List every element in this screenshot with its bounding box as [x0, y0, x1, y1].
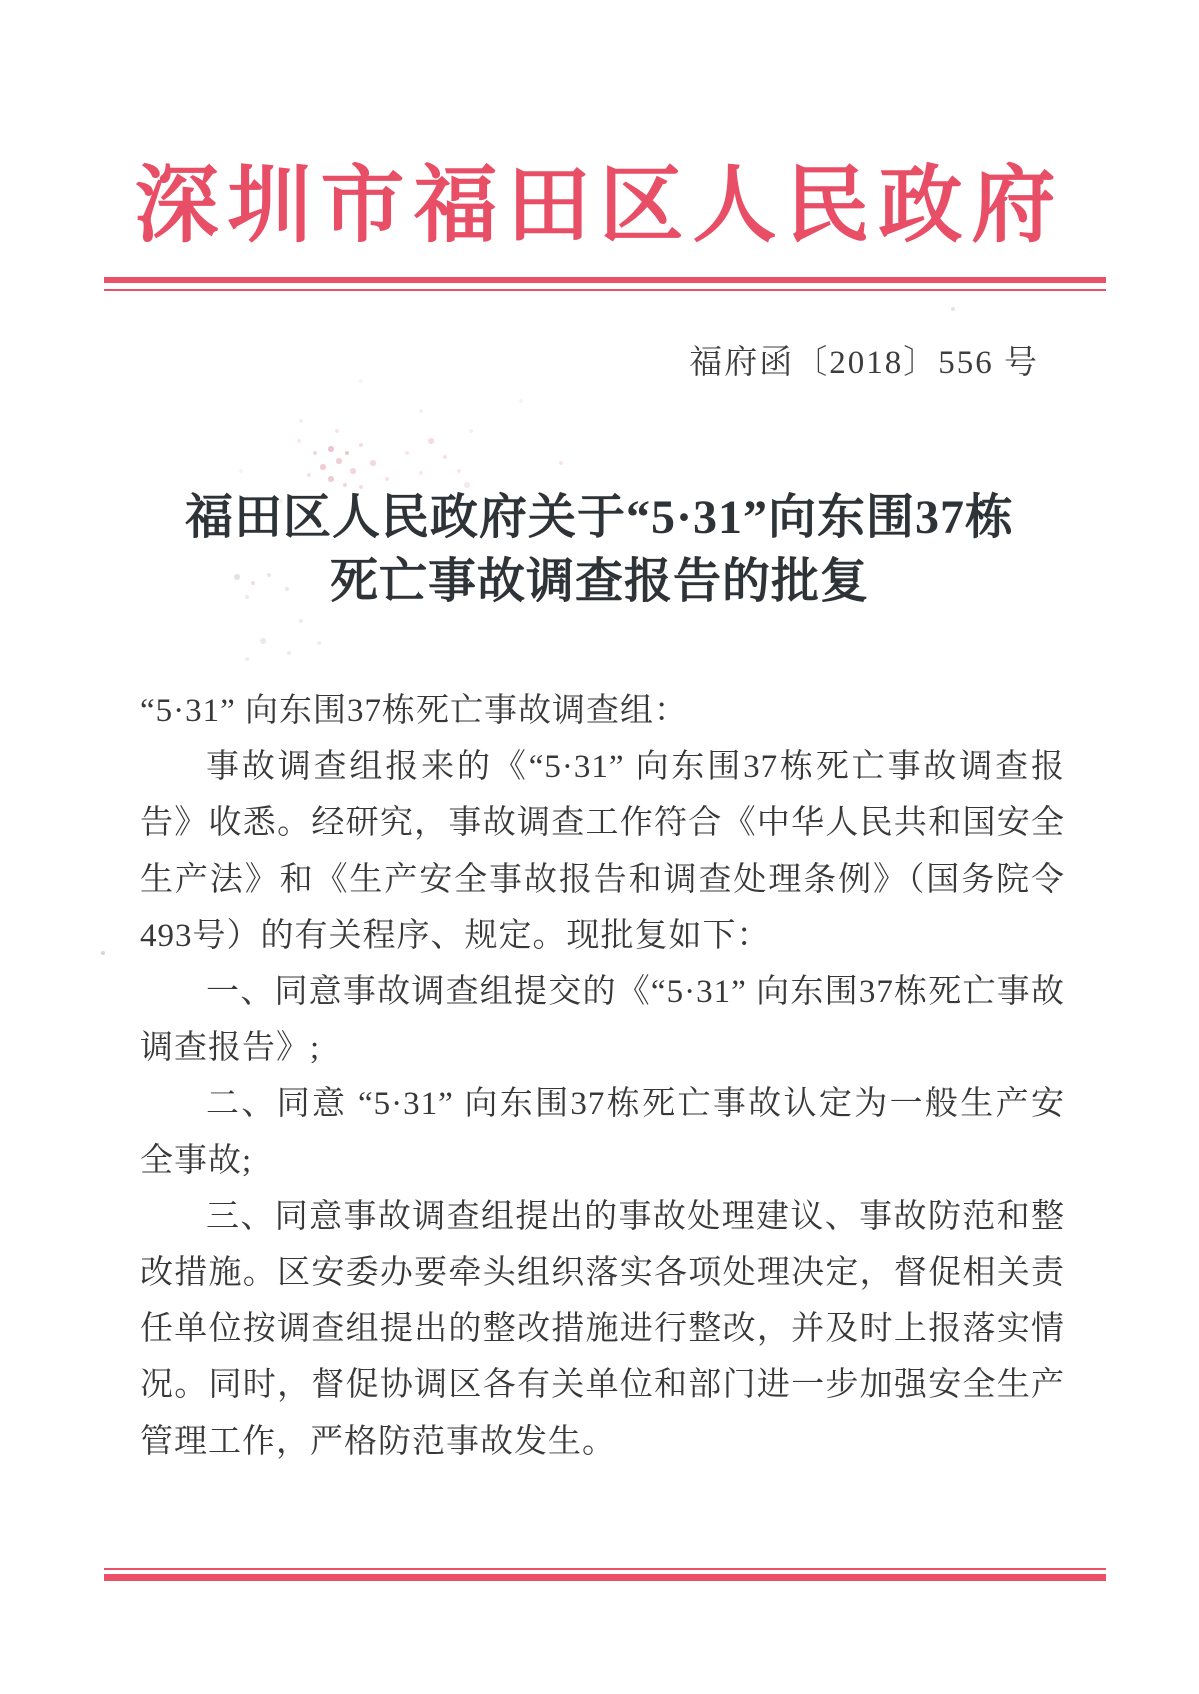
header-rule-thick — [104, 277, 1106, 283]
footer-rule-thick — [104, 1574, 1106, 1581]
body-paragraph-2: 一、同意事故调查组提交的《“5·31” 向东围37栋死亡事故调查报告》; — [140, 974, 1065, 1067]
letterhead-org-name: 深圳市福田区人民政府 — [134, 160, 1065, 253]
document-title-line1: 福田区人民政府关于“5·31”向东围37栋 — [184, 491, 1014, 544]
document-body — [140, 683, 1065, 1470]
document-title — [0, 486, 1199, 614]
faded-stamp-mark-lower — [0, 0, 2, 2]
body-paragraph-4: 三、同意事故调查组提出的事故处理建议、事故防范和整改措施。区安委办要牵头组织落实各项处理决定，督促相关责任单位按调查组提出的整改措施进行整改，并及时上报落实情况。同时，督促协调区各有关单位和部门进一步加强安全生产管理工作，严格防范事故发生。 — [140, 1198, 1065, 1460]
header-rule-thin — [104, 289, 1106, 291]
document-title-line2: 死亡事故调查报告的批复 — [329, 555, 869, 608]
document-number: 福府函〔2018〕556 号 — [689, 345, 1039, 381]
salutation-line: “5·31” 向东围37栋死亡事故调查组： — [140, 693, 689, 729]
body-paragraph-3: 二、同意 “5·31” 向东围37栋死亡事故认定为一般生产安全事故; — [140, 1086, 1065, 1179]
footer-rule-thin — [104, 1568, 1106, 1570]
body-paragraph-1: 事故调查组报来的《“5·31” 向东围37栋死亡事故调查报告》收悉。经研究，事故调查工作符合《中华人民共和国安全生产法》和《生产安全事故报告和调查处理条例》（国务院令493号）的有关程序、规定。现批复如下： — [140, 749, 1065, 954]
